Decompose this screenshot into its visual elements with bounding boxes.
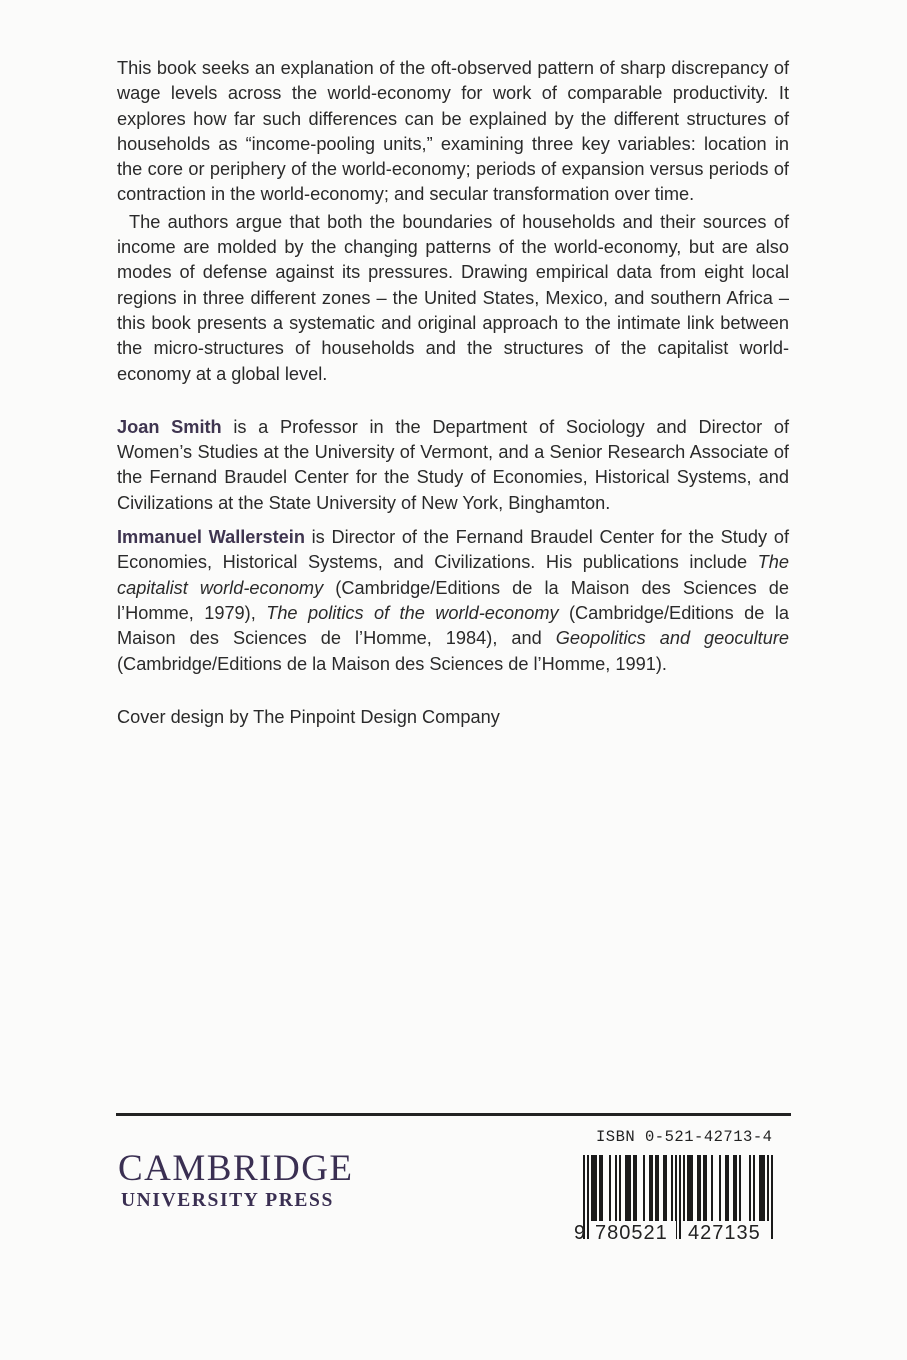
barcode-bar xyxy=(671,1155,673,1221)
barcode-first-digit: 9 xyxy=(574,1222,587,1244)
bio-text-4: (Cambridge/Editions de la Maison des Sciences de l’Homme, 1991). xyxy=(117,653,667,674)
barcode-bar xyxy=(727,1155,729,1221)
barcode-bar xyxy=(601,1155,603,1221)
barcode-bar xyxy=(615,1155,617,1221)
barcode-bar xyxy=(625,1155,627,1221)
barcode-bar xyxy=(739,1155,741,1221)
barcode-bar xyxy=(649,1155,651,1221)
barcode-bar xyxy=(733,1155,735,1221)
blurb-paragraph-1: This book seeks an explanation of the oft-observed pattern of sharp discrepancy of wage levels across the world-economy for work of comparable productivity. It explores how far such differences can be explained by the different structures of households as “income-pooling units,” examining three key variables: location in the core or periphery of the world-economy; periods of expansion versus periods of contraction in the world-economy; and secular transformation over time. xyxy=(117,58,789,205)
author-bio-smith xyxy=(117,415,789,516)
barcode-bar xyxy=(629,1155,631,1221)
barcode-bar xyxy=(683,1155,685,1221)
author-bio-wallerstein xyxy=(117,525,789,677)
barcode-bar xyxy=(627,1155,629,1221)
barcode-bar xyxy=(591,1155,593,1221)
barcode-bar xyxy=(665,1155,667,1221)
barcode-bar xyxy=(697,1155,699,1221)
barcode-bar xyxy=(689,1155,691,1221)
barcode-bar xyxy=(719,1155,721,1221)
barcode-bar xyxy=(635,1155,637,1221)
isbn-label: ISBN 0-521-42713-4 xyxy=(596,1128,773,1146)
barcode-bar xyxy=(703,1155,705,1221)
barcode-bar xyxy=(763,1155,765,1221)
bio-text-3: (Cambridge/Editions de la Maison des Sciences de l’Homme, 1984), and xyxy=(117,602,789,649)
author-bio-smith-text: is a Professor in the Department of Sociology and Director of Women’s Studies at the University of Vermont, and a Senior Research Associate of the Fernand Braudel Center for the Study of Economies, Historical Systems, and Civilizations at the State University of New York, Binghamton. xyxy=(117,416,789,513)
barcode-right-digits: 427135 xyxy=(688,1222,761,1244)
barcode-bar xyxy=(651,1155,653,1221)
barcode-bar xyxy=(587,1155,589,1239)
barcode-bar xyxy=(771,1155,773,1239)
barcode-bar xyxy=(655,1155,657,1221)
publisher-name: CAMBRIDGE xyxy=(118,1148,354,1189)
barcode-bar xyxy=(749,1155,751,1221)
barcode-bar xyxy=(595,1155,597,1221)
barcode-bar xyxy=(593,1155,595,1221)
barcode-bar xyxy=(663,1155,665,1221)
publisher-logo xyxy=(118,1150,354,1212)
barcode-bar xyxy=(643,1155,645,1221)
barcode-bar xyxy=(633,1155,635,1221)
cover-design-credit: Cover design by The Pinpoint Design Company xyxy=(117,706,500,727)
barcode-bar xyxy=(619,1155,621,1221)
barcode-left-digits: 780521 xyxy=(595,1222,668,1244)
barcode-bar xyxy=(679,1155,681,1239)
barcode-bar xyxy=(753,1155,755,1221)
bio-text-2: (Cambridge/Editions de la Maison des Sciences de l’Homme, 1979), xyxy=(117,577,789,623)
author-name-wallerstein: Immanuel Wallerstein xyxy=(117,527,305,548)
barcode-bar xyxy=(609,1155,611,1221)
author-name-smith: Joan Smith xyxy=(117,416,222,437)
back-cover-text xyxy=(117,56,789,730)
barcode-bar xyxy=(735,1155,737,1221)
book-title-3: Geopolitics and geoculture xyxy=(555,628,789,649)
book-title-1: The capitalist world-economy xyxy=(117,552,789,598)
barcode-bar xyxy=(687,1155,689,1221)
publisher-subname: UNIVERSITY PRESS xyxy=(121,1190,334,1211)
barcode-bar xyxy=(759,1155,761,1221)
barcode-bar xyxy=(711,1155,713,1221)
blurb-paragraph-2: The authors argue that both the boundaries of households and their sources of income are molded by the changing patterns of the world-economy, but are also modes of defense against its pressures. Drawing empirical data from eight local regions in three different zones – the United States, Mexico, and southern Africa – this book presents a systematic and original approach to the intimate link between the micro-structures of households and the structures of the capitalist world-economy at a global level. xyxy=(117,211,789,384)
divider-rule xyxy=(116,1113,791,1116)
barcode-bar xyxy=(691,1155,693,1221)
barcode-bar xyxy=(599,1155,601,1221)
book-title-2: The politics of the world-economy xyxy=(266,602,559,623)
barcode-bar xyxy=(705,1155,707,1221)
barcode-bar xyxy=(657,1155,659,1221)
barcode-bar xyxy=(761,1155,763,1221)
barcode-bar xyxy=(699,1155,701,1221)
bio-text-1: is Director of the Fernand Braudel Center for the Study of Economies, Historical Systems, and Civilizations. His publications include xyxy=(117,527,789,573)
barcode-bar xyxy=(725,1155,727,1221)
